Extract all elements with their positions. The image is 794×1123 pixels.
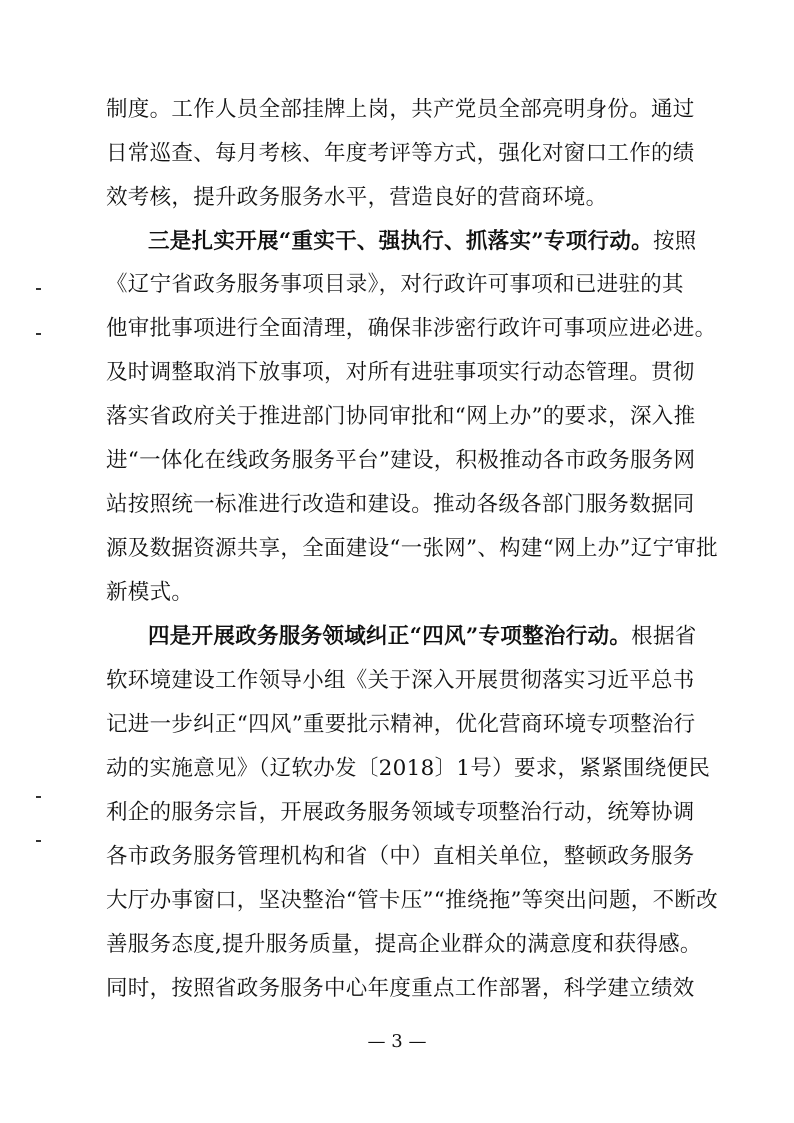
text-line-7: 及时调整取消下放事项，对所有进驻事项实行动态管理。贯彻 (106, 360, 695, 385)
text-line-20: 善服务态度,提升服务质量，提高企业群众的满意度和获得感。 (106, 932, 702, 957)
paragraph-4-heading-line (148, 624, 697, 650)
paragraph-3-heading: 三是扎实开展“重实干、强执行、抓落实”专项行动。 (148, 229, 653, 254)
paragraph-4-heading: 四是开展政务服务领域纠正“四风”专项整治行动。 (148, 624, 632, 649)
text-line-5: 《辽宁省政务服务事项目录》，对行政许可事项和已进驻的其 (106, 272, 684, 297)
text-line-15: 记进一步纠正“四风”重要批示精神，优化营商环境专项整治行 (106, 712, 696, 737)
text-line-14: 软环境建设工作领导小组《关于深入开展贯彻落实习近平总书 (106, 668, 695, 693)
text-line-17: 利企的服务宗旨，开展政务服务领域专项整治行动，统筹协调 (106, 800, 695, 825)
text-line-9: 进“一体化在线政务服务平台”建设，积极推动各市政务服务网 (106, 448, 696, 473)
paragraph-3-heading-tail: 按照 (652, 229, 697, 254)
text-line-2: 日常巡查、每月考核、年度考评等方式，强化对窗口工作的绩 (106, 141, 695, 166)
text-line-18: 各市政务服务管理机构和省（中）直相关单位，整顿政务服务 (106, 844, 695, 869)
binding-mark (36, 288, 41, 290)
text-line-8: 落实省政府关于推进部门协同审批和“网上办”的要求，深入推 (106, 404, 696, 429)
binding-mark (36, 796, 41, 798)
text-line-3: 效考核，提升政务服务水平，营造良好的营商环境。 (106, 185, 608, 210)
page-number: — 3 — (367, 1031, 427, 1052)
paragraph-3-heading-line (148, 229, 697, 255)
text-line-16: 动的实施意见》（辽软办发〔2018〕1号）要求，紧紧围绕便民 (106, 756, 711, 781)
text-line-21: 同时，按照省政务服务中心年度重点工作部署，科学建立绩效 (106, 976, 695, 1001)
binding-mark (36, 840, 41, 842)
paragraph-4-heading-tail: 根据省 (631, 624, 697, 649)
text-line-10: 站按照统一标准进行改造和建设。推动各级各部门服务数据同 (106, 492, 695, 517)
text-line-6: 他审批事项进行全面清理，确保非涉密行政许可事项应进必进。 (106, 316, 717, 341)
text-line-1: 制度。工作人员全部挂牌上岗，共产党员全部亮明身份。通过 (106, 97, 695, 122)
text-line-19: 大厅办事窗口，坚决整治“管卡压”“推绕拖”等突出问题，不断改 (106, 888, 718, 913)
text-line-11: 源及数据资源共享，全面建设“一张网”、构建“网上办”辽宁审批 (106, 536, 718, 561)
text-line-12: 新模式。 (106, 580, 194, 605)
binding-mark (36, 333, 41, 335)
